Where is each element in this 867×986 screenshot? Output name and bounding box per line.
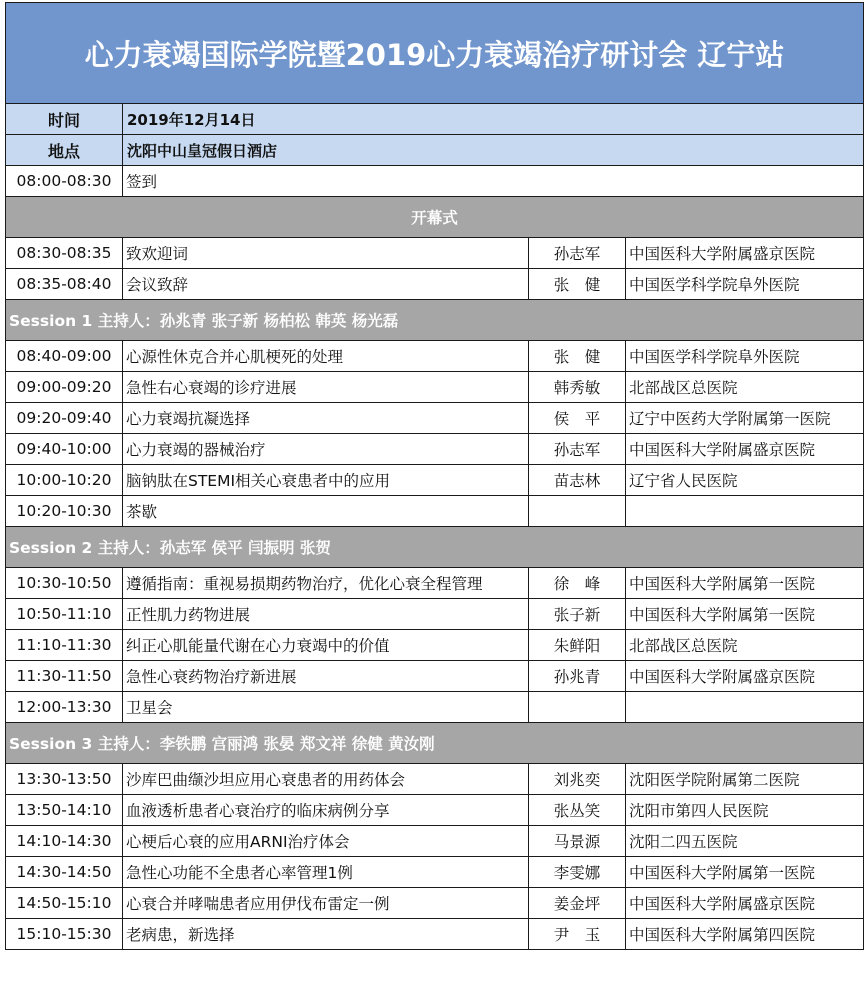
table-row: [6, 496, 864, 527]
speaker-cell: 孙志军: [529, 238, 626, 269]
time-cell: 14:50-15:10: [6, 888, 123, 919]
speaker-cell: 孙志军: [529, 434, 626, 465]
table-row: [6, 465, 864, 496]
hospital-cell: 辽宁中医药大学附属第一医院: [626, 403, 864, 434]
table-row: [6, 568, 864, 599]
hospital-cell: 北部战区总医院: [626, 372, 864, 403]
table-row: [6, 764, 864, 795]
hospital-cell: 沈阳医学院附属第二医院: [626, 764, 864, 795]
section-header-session3: Session 3 主持人：李铁鹏 宫丽鸿 张晏 郑文祥 徐健 黄汝刚: [6, 723, 864, 764]
page-title: 心力衰竭国际学院暨2019心力衰竭治疗研讨会 辽宁站: [6, 3, 864, 104]
date-value: 2019年12月14日: [123, 104, 864, 135]
time-cell: 12:00-13:30: [6, 692, 123, 723]
hospital-cell: 中国医科大学附属盛京医院: [626, 434, 864, 465]
hospital-cell: 中国医科大学附属盛京医院: [626, 238, 864, 269]
topic-cell: 会议致辞: [123, 269, 529, 300]
table-row: [6, 434, 864, 465]
speaker-cell: 侯 平: [529, 403, 626, 434]
speaker-cell: [529, 692, 626, 723]
table-row: [6, 599, 864, 630]
speaker-cell: 张 健: [529, 341, 626, 372]
hospital-cell: 中国医科大学附属第一医院: [626, 599, 864, 630]
speaker-cell: 刘兆奕: [529, 764, 626, 795]
session3-header-row: [6, 723, 864, 764]
topic-cell: 心梗后心衰的应用ARNI治疗体会: [123, 826, 529, 857]
speaker-cell: 马景源: [529, 826, 626, 857]
topic-cell: 脑钠肽在STEMI相关心衰患者中的应用: [123, 465, 529, 496]
topic-cell: 老病患，新选择: [123, 919, 529, 950]
table-row: [6, 661, 864, 692]
opening-header-row: [6, 197, 864, 238]
table-row: [6, 857, 864, 888]
table-row: [6, 919, 864, 950]
table-row: [6, 692, 864, 723]
time-cell: 10:30-10:50: [6, 568, 123, 599]
hospital-cell: 中国医科大学附属盛京医院: [626, 888, 864, 919]
hospital-cell: 中国医学科学院阜外医院: [626, 269, 864, 300]
table-row: [6, 630, 864, 661]
speaker-cell: 尹 玉: [529, 919, 626, 950]
table-row: [6, 888, 864, 919]
table-row: [6, 269, 864, 300]
speaker-cell: 张丛笑: [529, 795, 626, 826]
time-cell: 10:00-10:20: [6, 465, 123, 496]
hospital-cell: [626, 496, 864, 527]
checkin-row: [6, 166, 864, 197]
hospital-cell: 中国医科大学附属第一医院: [626, 568, 864, 599]
topic-cell: 心衰合并哮喘患者应用伊伐布雷定一例: [123, 888, 529, 919]
table-row: [6, 341, 864, 372]
time-cell: 11:10-11:30: [6, 630, 123, 661]
hospital-cell: 中国医科大学附属盛京医院: [626, 661, 864, 692]
topic-cell: 急性心功能不全患者心率管理1例: [123, 857, 529, 888]
topic-cell: 遵循指南：重视易损期药物治疗，优化心衰全程管理: [123, 568, 529, 599]
topic-cell: 心力衰竭的器械治疗: [123, 434, 529, 465]
session2-header-row: [6, 527, 864, 568]
time-cell: 08:00-08:30: [6, 166, 123, 197]
time-cell: 09:40-10:00: [6, 434, 123, 465]
table-row: [6, 795, 864, 826]
hospital-cell: 中国医科大学附属第一医院: [626, 857, 864, 888]
speaker-cell: 孙兆青: [529, 661, 626, 692]
topic-cell: 签到: [123, 166, 864, 197]
topic-cell: 致欢迎词: [123, 238, 529, 269]
hospital-cell: 中国医学科学院阜外医院: [626, 341, 864, 372]
session1-header-row: [6, 300, 864, 341]
date-row: [6, 104, 864, 135]
table-row: [6, 826, 864, 857]
speaker-cell: 朱鲜阳: [529, 630, 626, 661]
topic-cell: 心力衰竭抗凝选择: [123, 403, 529, 434]
venue-value: 沈阳中山皇冠假日酒店: [123, 135, 864, 166]
table-row: [6, 403, 864, 434]
date-label: 时间: [6, 104, 123, 135]
section-header-opening: 开幕式: [6, 197, 864, 238]
topic-cell: 心源性休克合并心肌梗死的处理: [123, 341, 529, 372]
section-header-session1: Session 1 主持人：孙兆青 张子新 杨柏松 韩英 杨光磊: [6, 300, 864, 341]
time-cell: 15:10-15:30: [6, 919, 123, 950]
hospital-cell: 北部战区总医院: [626, 630, 864, 661]
time-cell: 11:30-11:50: [6, 661, 123, 692]
topic-cell: 正性肌力药物进展: [123, 599, 529, 630]
table-row: [6, 238, 864, 269]
hospital-cell: [626, 692, 864, 723]
speaker-cell: 韩秀敏: [529, 372, 626, 403]
speaker-cell: 张 健: [529, 269, 626, 300]
topic-cell: 纠正心肌能量代谢在心力衰竭中的价值: [123, 630, 529, 661]
time-cell: 14:10-14:30: [6, 826, 123, 857]
section-header-session2: Session 2 主持人：孙志军 侯平 闫振明 张贺: [6, 527, 864, 568]
speaker-cell: [529, 496, 626, 527]
time-cell: 14:30-14:50: [6, 857, 123, 888]
speaker-cell: 徐 峰: [529, 568, 626, 599]
hospital-cell: 沈阳市第四人民医院: [626, 795, 864, 826]
time-cell: 10:50-11:10: [6, 599, 123, 630]
topic-cell: 血液透析患者心衰治疗的临床病例分享: [123, 795, 529, 826]
agenda-table: [5, 2, 864, 950]
time-cell: 08:35-08:40: [6, 269, 123, 300]
speaker-cell: 苗志林: [529, 465, 626, 496]
topic-cell: 沙库巴曲缬沙坦应用心衰患者的用药体会: [123, 764, 529, 795]
time-cell: 13:50-14:10: [6, 795, 123, 826]
topic-cell: 茶歇: [123, 496, 529, 527]
time-cell: 10:20-10:30: [6, 496, 123, 527]
time-cell: 08:40-09:00: [6, 341, 123, 372]
hospital-cell: 中国医科大学附属第四医院: [626, 919, 864, 950]
speaker-cell: 李雯娜: [529, 857, 626, 888]
topic-cell: 卫星会: [123, 692, 529, 723]
table-row: [6, 372, 864, 403]
time-cell: 09:20-09:40: [6, 403, 123, 434]
time-cell: 08:30-08:35: [6, 238, 123, 269]
topic-cell: 急性心衰药物治疗新进展: [123, 661, 529, 692]
hospital-cell: 辽宁省人民医院: [626, 465, 864, 496]
topic-cell: 急性右心衰竭的诊疗进展: [123, 372, 529, 403]
hospital-cell: 沈阳二四五医院: [626, 826, 864, 857]
venue-label: 地点: [6, 135, 123, 166]
title-row: [6, 3, 864, 104]
time-cell: 09:00-09:20: [6, 372, 123, 403]
speaker-cell: 张子新: [529, 599, 626, 630]
venue-row: [6, 135, 864, 166]
speaker-cell: 姜金坪: [529, 888, 626, 919]
time-cell: 13:30-13:50: [6, 764, 123, 795]
